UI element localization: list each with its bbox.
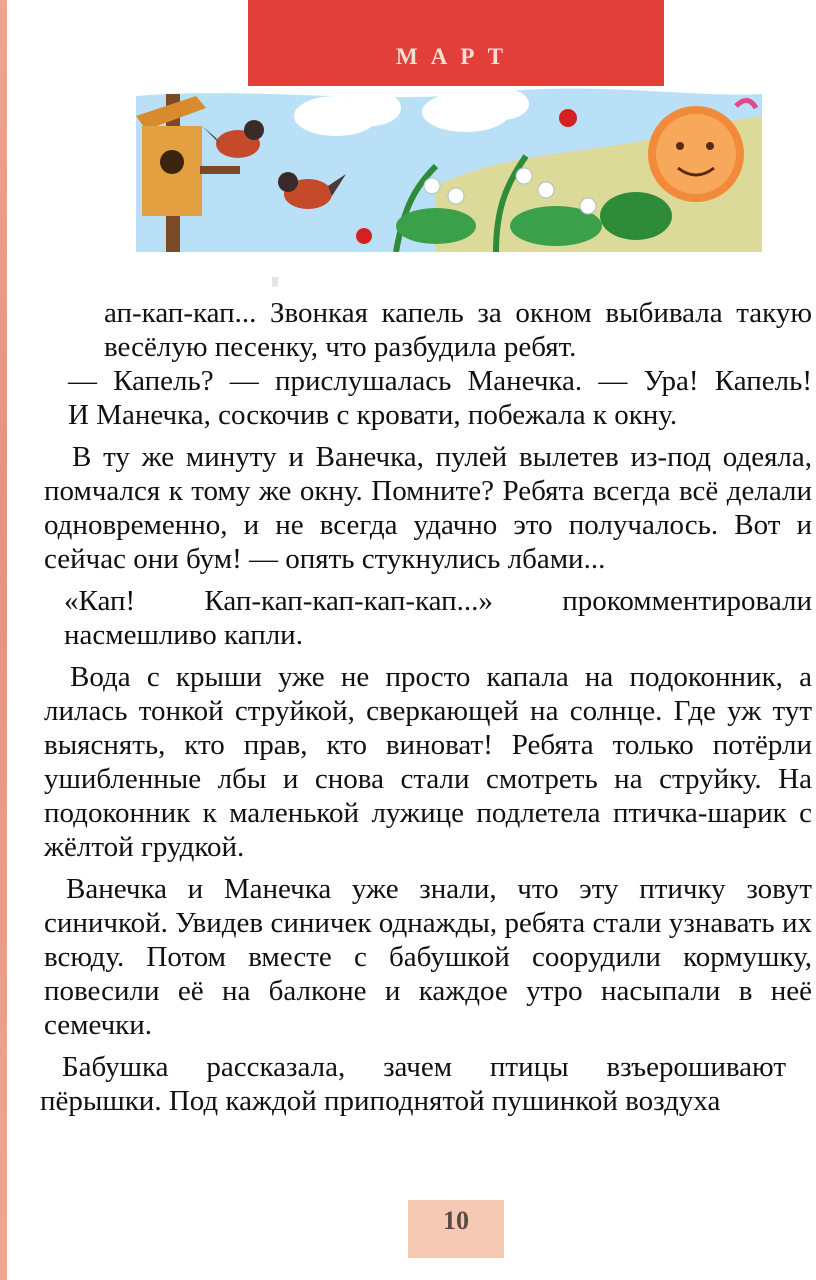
spring-illustration [136, 86, 762, 252]
paragraph-6: Вода с крыши уже не просто капала на подоконник, а лилась тонкой струйкой, сверкающей на солнце. Где уж тут выяснять, кто прав, кто виноват! Ребята только потёрли ушибленные лбы и снова стали смотреть на струйку. На подоконник к маленькой лужице подлетела птичка-шарик с жёлтой грудкой. [44, 661, 812, 863]
page-number-box [408, 1200, 504, 1258]
paragraph-3: И Манечка, соскочив с кровати, побежала к окну. [68, 399, 678, 431]
paragraph-5: «Кап! Кап-кап-кап-кап-кап...» прокомментировали насмешливо капли. [64, 585, 812, 651]
chapter-header-band [248, 0, 664, 92]
story-text [40, 296, 816, 1118]
paragraph-4: В ту же минуту и Ванечка, пулей вылетев из-под одеяла, помчался к тому же окну. Помните? Ребята всегда всё делали одновременно, и не всегда удачно это получалось. Вот и сейчас они бум! — опять стукнулись лбами... [44, 441, 812, 575]
paragraph-8: Бабушка рассказала, зачем птицы взъерошивают пёрышки. Под каждой приподнятой пушинкой воздуха [40, 1051, 786, 1117]
paragraph-1: ап-кап-кап... Звонкая капель за окном выбивала такую весёлую песенку, что разбудила ребят. [104, 297, 812, 363]
scan-artifact: ||| [272, 276, 279, 287]
paragraph-2: — Капель? — прислушалась Манечка. — Ура! Капель! [68, 365, 812, 397]
paragraph-7: Ванечка и Манечка уже знали, что эту птичку зовут синичкой. Увидев синичек однажды, ребята стали узнавать их всюду. Потом вместе с бабушкой соорудили кормушку, повесили её на балконе и каждое утро насыпали в неё семечки. [44, 873, 812, 1041]
page-edge-strip [0, 0, 7, 1280]
chapter-title: МАРТ [396, 44, 516, 69]
page-number: 10 [443, 1206, 469, 1235]
